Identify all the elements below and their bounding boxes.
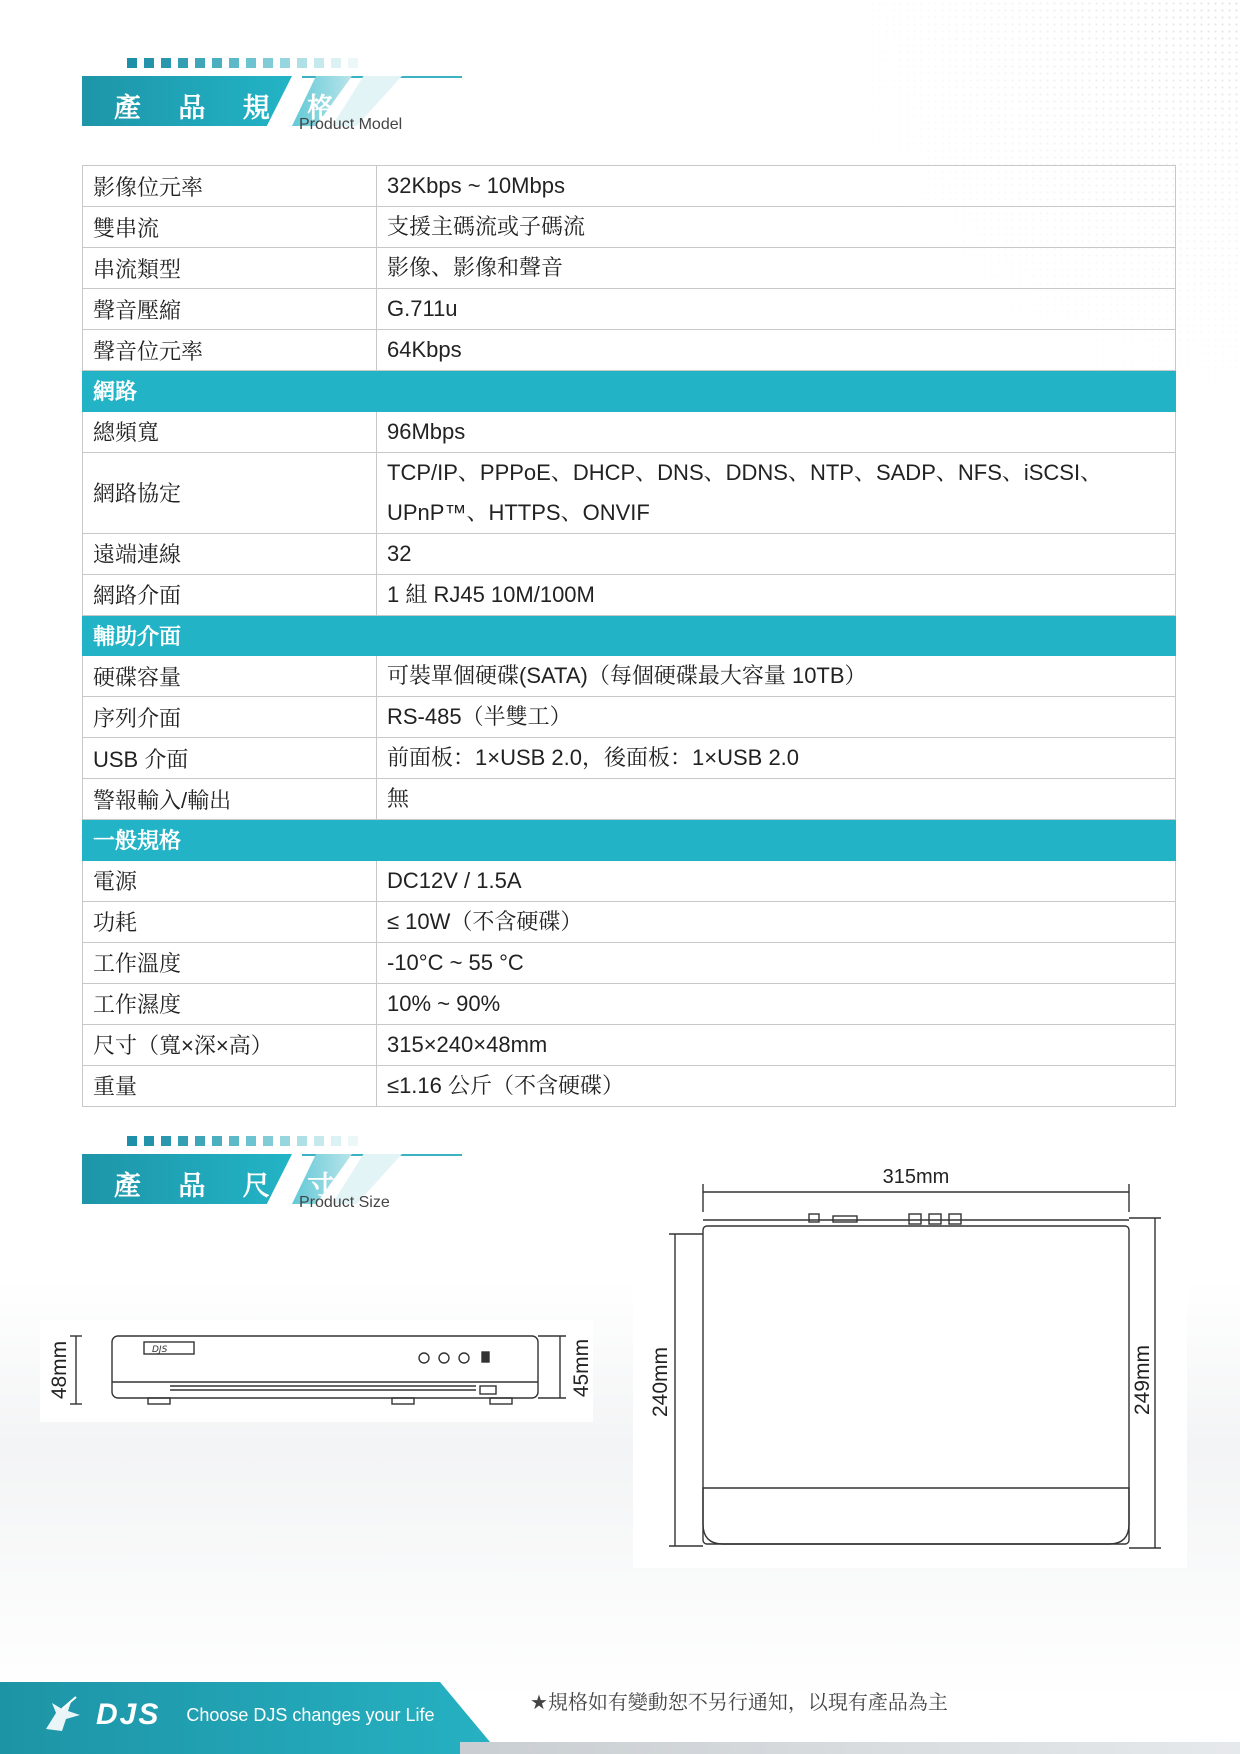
spec-heading-subtitle: Product Model bbox=[299, 116, 403, 133]
spec-value-cell bbox=[377, 983, 1176, 1024]
spec-value-cell bbox=[377, 330, 1176, 371]
top-view-svg bbox=[633, 1152, 1187, 1568]
top-total-depth-label: 249mm bbox=[1131, 1344, 1154, 1416]
spec-row bbox=[83, 452, 1176, 533]
spec-value-cell bbox=[377, 533, 1176, 574]
spec-key: 警報輸入/輸出 bbox=[83, 779, 377, 820]
spec-value: G.711u bbox=[387, 296, 458, 321]
spec-group-header bbox=[83, 371, 1176, 412]
spec-value: 影像、影像和聲音 bbox=[387, 255, 564, 280]
spec-value-cell bbox=[377, 411, 1176, 452]
spec-key: 影像位元率 bbox=[83, 166, 377, 207]
spec-value-cell bbox=[377, 289, 1176, 330]
spec-row bbox=[83, 860, 1176, 901]
spec-value-cell bbox=[377, 207, 1176, 248]
spec-value: 10% ~ 90% bbox=[387, 990, 501, 1016]
top-depth-label: 240mm bbox=[649, 1346, 672, 1418]
spec-value: 96Mbps bbox=[387, 418, 466, 444]
spec-group-title: 輔助介面 bbox=[83, 615, 1176, 656]
spec-row bbox=[83, 779, 1176, 820]
spec-row bbox=[83, 901, 1176, 942]
unicorn-logo-icon bbox=[42, 1695, 84, 1735]
top-view-drawing bbox=[633, 1152, 1187, 1568]
spec-row bbox=[83, 166, 1176, 207]
spec-key: 重量 bbox=[83, 1065, 377, 1106]
spec-group-header bbox=[83, 820, 1176, 861]
footer-disclaimer: ★規格如有變動恕不另行通知，以現有產品為主 bbox=[530, 1690, 948, 1714]
spec-row bbox=[83, 411, 1176, 452]
spec-key: 聲音壓縮 bbox=[83, 289, 377, 330]
spec-row bbox=[83, 656, 1176, 697]
spec-value: -10°C ~ 55 °C bbox=[387, 949, 524, 975]
spec-key: 網路協定 bbox=[83, 452, 377, 533]
side-view-drawing bbox=[40, 1320, 593, 1422]
spec-key: 電源 bbox=[83, 860, 377, 901]
spec-group-title: 一般規格 bbox=[83, 820, 1176, 861]
spec-value-cell bbox=[377, 1024, 1176, 1065]
spec-row bbox=[83, 942, 1176, 983]
size-heading-subtitle: Product Size bbox=[299, 1194, 390, 1211]
spec-key: 總頻寬 bbox=[83, 411, 377, 452]
spec-value: DC12V / 1.5A bbox=[387, 867, 522, 893]
spec-value: TCP/IP、PPPoE、DHCP、DNS、DDNS、NTP、SADP、NFS、iSCSI、 bbox=[387, 459, 1103, 485]
side-view-svg bbox=[40, 1320, 593, 1422]
side-height-label: 48mm bbox=[48, 1340, 71, 1400]
spec-value: 32Kbps ~ 10Mbps bbox=[387, 173, 565, 198]
spec-key: 硬碟容量 bbox=[83, 656, 377, 697]
spec-value-cell bbox=[377, 860, 1176, 901]
spec-value: 1 組 RJ45 10M/100M bbox=[387, 581, 595, 607]
spec-row bbox=[83, 330, 1176, 371]
spec-value-cell bbox=[377, 1065, 1176, 1106]
spec-value-cell bbox=[377, 248, 1176, 289]
spec-group-title: 網路 bbox=[83, 371, 1176, 412]
spec-row bbox=[83, 248, 1176, 289]
spec-value: 前面板：1×USB 2.0，後面板：1×USB 2.0 bbox=[387, 745, 800, 770]
spec-row bbox=[83, 738, 1176, 779]
spec-value: ≤ 10W（不含硬碟） bbox=[387, 908, 583, 934]
spec-value: 64Kbps bbox=[387, 337, 462, 362]
spec-key: 工作溫度 bbox=[83, 942, 377, 983]
spec-value: 315×240×48mm bbox=[387, 1031, 548, 1057]
spec-row bbox=[83, 207, 1176, 248]
spec-value: 無 bbox=[387, 786, 410, 811]
spec-heading-title: 產 品 規 格 bbox=[114, 93, 349, 124]
spec-row bbox=[83, 574, 1176, 615]
spec-row bbox=[83, 697, 1176, 738]
spec-key: 串流類型 bbox=[83, 248, 377, 289]
spec-row bbox=[83, 1065, 1176, 1106]
spec-value: RS-485（半雙工） bbox=[387, 704, 572, 729]
spec-key: 尺寸（寬×深×高） bbox=[83, 1024, 377, 1065]
spec-value-line2: UPnP™、HTTPS、ONVIF bbox=[387, 499, 650, 525]
brand-name: DJS bbox=[96, 1698, 161, 1731]
spec-value: 32 bbox=[387, 540, 412, 566]
spec-value: ≤1.16 公斤（不含硬碟） bbox=[387, 1072, 625, 1098]
spec-value-cell bbox=[377, 452, 1176, 533]
spec-key: 遠端連線 bbox=[83, 533, 377, 574]
side-inner-height-label: 45mm bbox=[570, 1338, 593, 1398]
spec-section-heading bbox=[82, 58, 462, 158]
spec-key: 序列介面 bbox=[83, 697, 377, 738]
spec-group-header bbox=[83, 615, 1176, 656]
spec-value-cell bbox=[377, 697, 1176, 738]
spec-value-cell bbox=[377, 942, 1176, 983]
spec-value-cell bbox=[377, 738, 1176, 779]
spec-row bbox=[83, 289, 1176, 330]
spec-value-cell bbox=[377, 901, 1176, 942]
spec-value: 可裝單個硬碟(SATA)（每個硬碟最大容量 10TB） bbox=[387, 663, 867, 688]
spec-value-cell bbox=[377, 656, 1176, 697]
spec-key: 工作濕度 bbox=[83, 983, 377, 1024]
spec-value-cell bbox=[377, 779, 1176, 820]
spec-key: 功耗 bbox=[83, 901, 377, 942]
spec-row bbox=[83, 983, 1176, 1024]
spec-key: 聲音位元率 bbox=[83, 330, 377, 371]
top-width-label: 315mm bbox=[882, 1166, 950, 1188]
heading-decor-squares bbox=[127, 1136, 358, 1146]
footer-brand bbox=[42, 1695, 435, 1735]
spec-row bbox=[83, 1024, 1176, 1065]
spec-key: 網路介面 bbox=[83, 574, 377, 615]
heading-decor-squares bbox=[127, 58, 358, 68]
spec-key: USB 介面 bbox=[83, 738, 377, 779]
spec-table bbox=[82, 165, 1176, 1107]
spec-value-cell bbox=[377, 574, 1176, 615]
spec-value-cell bbox=[377, 166, 1176, 207]
size-section-heading bbox=[82, 1136, 462, 1236]
device-logo-label: DJS bbox=[152, 1345, 168, 1355]
spec-key: 雙串流 bbox=[83, 207, 377, 248]
size-heading-title: 產 品 尺 寸 bbox=[114, 1171, 349, 1202]
spec-row bbox=[83, 533, 1176, 574]
brand-slogan: Choose DJS changes your Life bbox=[186, 1704, 435, 1725]
spec-value: 支援主碼流或子碼流 bbox=[387, 214, 586, 239]
